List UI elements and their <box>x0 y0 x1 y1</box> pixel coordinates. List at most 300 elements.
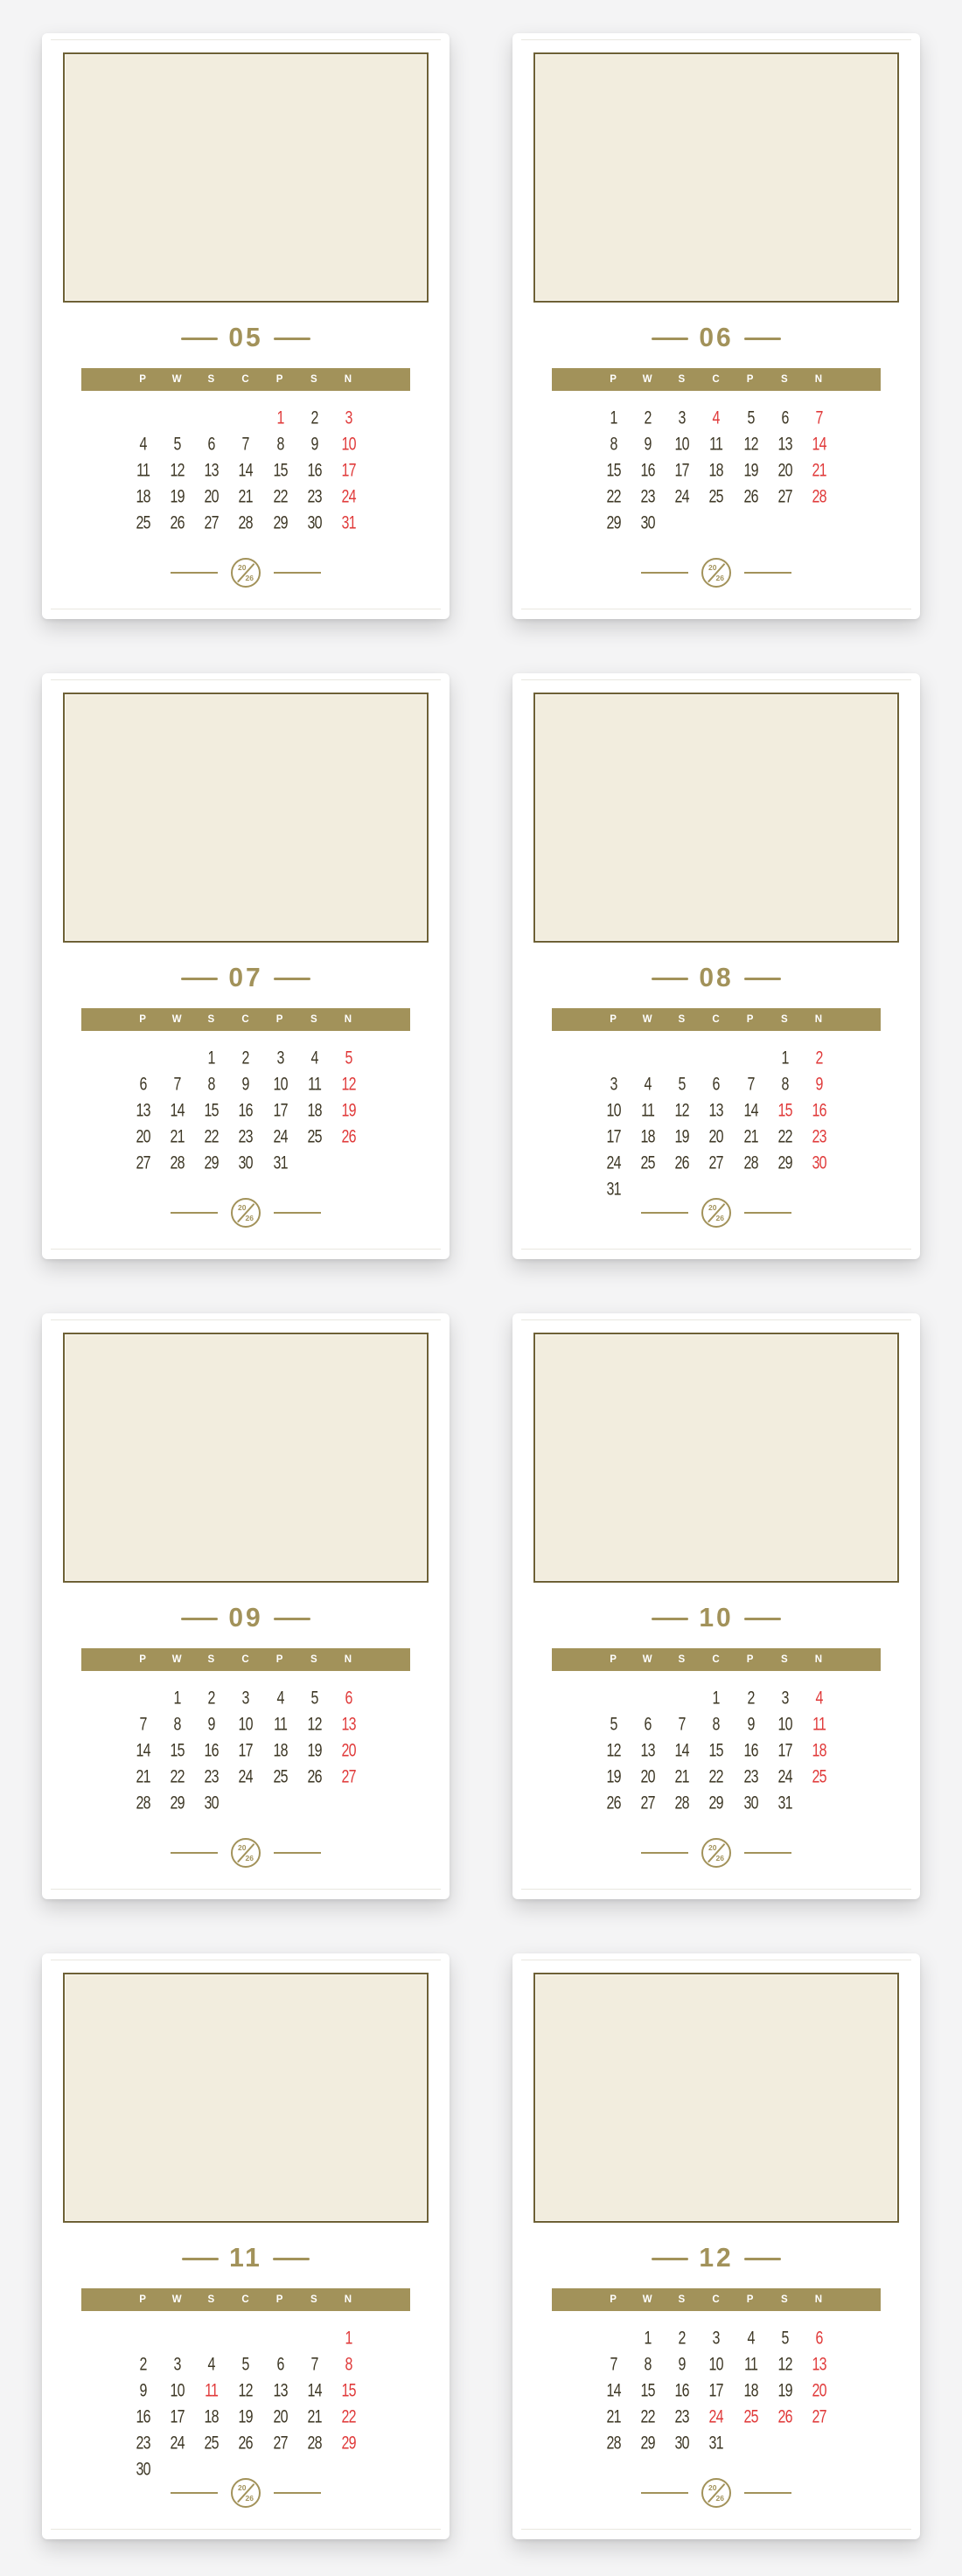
footer-line-left-icon <box>641 2492 688 2494</box>
date-06-13: 13 <box>777 433 792 455</box>
date-10-12: 12 <box>606 1739 621 1761</box>
weekday-label-sat: S <box>780 374 789 385</box>
date-09-17: 17 <box>238 1739 254 1761</box>
date-08-2: 2 <box>815 1047 823 1069</box>
date-11-17: 17 <box>170 2405 185 2427</box>
date-12-13: 13 <box>812 2353 826 2375</box>
date-10-6: 6 <box>644 1713 652 1735</box>
bottom-rule <box>51 1889 441 1890</box>
title-dash-right-icon <box>744 978 781 980</box>
date-10-16: 16 <box>743 1739 758 1761</box>
date-11-8: 8 <box>345 2353 352 2375</box>
date-06-19: 19 <box>743 459 758 481</box>
title-dash-right-icon <box>274 1618 310 1620</box>
empty-cell <box>129 1044 157 1072</box>
date-09-26: 26 <box>307 1765 322 1787</box>
date-11-26: 26 <box>238 2432 254 2454</box>
date-05-30: 30 <box>307 512 322 533</box>
date-08-12: 12 <box>674 1099 689 1121</box>
month-title <box>512 1604 920 1633</box>
date-12-20: 20 <box>812 2379 826 2401</box>
weekday-label-sun: N <box>814 1014 824 1025</box>
date-05-12: 12 <box>170 459 185 481</box>
date-12-5: 5 <box>781 2327 789 2349</box>
date-07-21: 21 <box>170 1125 185 1147</box>
date-07-14: 14 <box>170 1099 185 1121</box>
photo-placeholder <box>63 1333 429 1583</box>
date-08-8: 8 <box>781 1073 789 1095</box>
title-dash-right-icon <box>744 2258 781 2260</box>
date-10-8: 8 <box>712 1713 721 1735</box>
date-08-23: 23 <box>812 1125 826 1147</box>
weekday-label-tue: W <box>171 374 183 385</box>
date-08-17: 17 <box>606 1125 621 1147</box>
bottom-rule <box>51 1249 441 1250</box>
empty-cell <box>164 2324 191 2352</box>
date-12-1: 1 <box>644 2327 652 2349</box>
footer <box>512 1198 920 1228</box>
weekday-label-tue: W <box>642 1014 653 1025</box>
photo-placeholder <box>63 1973 429 2223</box>
date-10-20: 20 <box>640 1765 655 1787</box>
weekday-label-thu: C <box>712 2294 721 2305</box>
date-07-31: 31 <box>273 1152 288 1173</box>
date-12-21: 21 <box>606 2405 621 2427</box>
date-09-6: 6 <box>345 1687 352 1709</box>
date-06-20: 20 <box>777 459 792 481</box>
bottom-rule <box>521 2529 911 2530</box>
date-08-9: 9 <box>815 1073 823 1095</box>
title-dash-left-icon <box>652 338 688 340</box>
weekday-header-bar <box>552 368 881 391</box>
date-07-27: 27 <box>136 1152 150 1173</box>
badge-bottom-number: 26 <box>245 2494 254 2503</box>
date-12-11: 11 <box>743 2353 757 2375</box>
month-number: 08 <box>699 963 734 993</box>
date-11-1: 1 <box>345 2327 352 2349</box>
date-09-13: 13 <box>341 1713 356 1735</box>
calendar-page-07 <box>42 673 450 1259</box>
date-11-7: 7 <box>310 2353 318 2375</box>
title-dash-left-icon <box>652 978 688 980</box>
date-07-20: 20 <box>136 1125 150 1147</box>
date-07-7: 7 <box>173 1073 181 1095</box>
date-10-1: 1 <box>712 1687 721 1709</box>
date-11-14: 14 <box>307 2379 322 2401</box>
weekday-label-mon: P <box>139 1654 147 1665</box>
date-07-2: 2 <box>241 1047 250 1069</box>
weekday-label-thu: C <box>712 1654 721 1665</box>
month-number: 05 <box>228 323 263 353</box>
weekday-label-fri: P <box>275 2294 284 2305</box>
date-09-9: 9 <box>207 1713 215 1735</box>
dates-grid <box>596 2325 836 2456</box>
date-07-25: 25 <box>307 1125 322 1147</box>
month-number: 11 <box>229 2243 262 2273</box>
title-dash-right-icon <box>274 978 310 980</box>
date-07-10: 10 <box>273 1073 288 1095</box>
badge-top-number: 20 <box>708 563 717 572</box>
year-badge <box>701 558 731 588</box>
photo-placeholder <box>533 52 899 303</box>
weekday-label-mon: P <box>610 374 617 385</box>
date-09-16: 16 <box>204 1739 219 1761</box>
weekday-label-fri: P <box>275 374 284 385</box>
date-05-24: 24 <box>341 485 356 507</box>
weekday-label-fri: P <box>275 1654 284 1665</box>
empty-cell <box>232 2324 259 2352</box>
date-05-25: 25 <box>136 512 150 533</box>
weekday-label-tue: W <box>171 1014 183 1025</box>
date-11-28: 28 <box>307 2432 322 2454</box>
month-number: 07 <box>228 963 263 993</box>
month-title <box>42 324 450 353</box>
date-12-31: 31 <box>708 2432 724 2454</box>
date-07-16: 16 <box>238 1099 254 1121</box>
weekday-label-sun: N <box>344 2294 353 2305</box>
date-05-9: 9 <box>310 433 318 455</box>
date-12-26: 26 <box>777 2405 792 2427</box>
footer <box>512 558 920 588</box>
badge-bottom-number: 26 <box>715 1854 724 1862</box>
date-09-18: 18 <box>273 1739 288 1761</box>
footer-line-left-icon <box>641 1212 688 1214</box>
weekday-label-sun: N <box>344 1654 353 1665</box>
empty-cell <box>668 1684 695 1712</box>
weekday-label-fri: P <box>746 1654 755 1665</box>
year-badge <box>231 1838 261 1868</box>
date-06-22: 22 <box>606 485 621 507</box>
date-06-8: 8 <box>610 433 617 455</box>
date-12-3: 3 <box>712 2327 721 2349</box>
date-05-11: 11 <box>136 459 150 481</box>
badge-bottom-number: 26 <box>715 574 724 582</box>
date-09-23: 23 <box>204 1765 219 1787</box>
date-06-6: 6 <box>781 407 789 428</box>
date-07-17: 17 <box>273 1099 288 1121</box>
date-11-29: 29 <box>341 2432 356 2454</box>
date-05-16: 16 <box>307 459 322 481</box>
date-10-11: 11 <box>812 1713 826 1735</box>
date-11-19: 19 <box>238 2405 254 2427</box>
date-05-17: 17 <box>341 459 356 481</box>
badge-top-number: 20 <box>708 1203 717 1212</box>
date-07-24: 24 <box>273 1125 288 1147</box>
date-09-2: 2 <box>207 1687 215 1709</box>
badge-top-number: 20 <box>238 1843 247 1852</box>
date-12-2: 2 <box>678 2327 686 2349</box>
date-11-10: 10 <box>170 2379 185 2401</box>
date-06-27: 27 <box>777 485 792 507</box>
date-09-3: 3 <box>241 1687 250 1709</box>
date-08-16: 16 <box>812 1099 826 1121</box>
month-title <box>512 2244 920 2273</box>
date-05-21: 21 <box>238 485 254 507</box>
date-10-9: 9 <box>747 1713 755 1735</box>
date-06-5: 5 <box>747 407 755 428</box>
badge-bottom-number: 26 <box>245 1214 254 1222</box>
top-rule <box>51 1319 441 1320</box>
empty-cell <box>600 2324 627 2352</box>
footer-line-right-icon <box>274 1852 321 1854</box>
date-06-12: 12 <box>743 433 758 455</box>
footer-line-left-icon <box>641 572 688 574</box>
date-08-31: 31 <box>606 1178 621 1200</box>
date-10-10: 10 <box>777 1713 792 1735</box>
footer-line-right-icon <box>744 1852 791 1854</box>
empty-cell <box>198 2324 225 2352</box>
year-badge <box>701 1838 731 1868</box>
year-badge <box>701 1198 731 1228</box>
empty-cell <box>266 2324 293 2352</box>
date-09-8: 8 <box>173 1713 181 1735</box>
date-05-27: 27 <box>204 512 219 533</box>
weekday-label-thu: C <box>241 374 250 385</box>
date-10-23: 23 <box>743 1765 758 1787</box>
weekday-label-wed: S <box>678 1654 687 1665</box>
date-09-7: 7 <box>139 1713 147 1735</box>
badge-top-number: 20 <box>238 1203 247 1212</box>
title-dash-right-icon <box>744 338 781 340</box>
weekday-label-mon: P <box>610 1654 617 1665</box>
date-10-3: 3 <box>781 1687 789 1709</box>
date-07-18: 18 <box>307 1099 322 1121</box>
month-number: 12 <box>699 2243 734 2273</box>
weekday-header <box>596 1014 836 1025</box>
badge-bottom-number: 26 <box>715 1214 724 1222</box>
empty-cell <box>600 1044 627 1072</box>
date-10-17: 17 <box>777 1739 792 1761</box>
date-11-15: 15 <box>341 2379 356 2401</box>
photo-placeholder <box>63 693 429 943</box>
date-11-9: 9 <box>139 2379 147 2401</box>
weekday-label-sat: S <box>780 1014 789 1025</box>
weekday-label-sun: N <box>814 2294 824 2305</box>
weekday-header-bar <box>552 2288 881 2311</box>
photo-placeholder <box>533 1973 899 2223</box>
date-05-19: 19 <box>170 485 185 507</box>
title-dash-left-icon <box>652 2258 688 2260</box>
footer-line-right-icon <box>274 572 321 574</box>
date-08-4: 4 <box>644 1073 652 1095</box>
weekday-label-wed: S <box>678 2294 687 2305</box>
date-08-14: 14 <box>743 1099 758 1121</box>
footer-line-right-icon <box>744 2492 791 2494</box>
weekday-label-tue: W <box>642 374 653 385</box>
date-09-19: 19 <box>307 1739 322 1761</box>
date-08-19: 19 <box>674 1125 689 1147</box>
calendar-page-10 <box>512 1313 920 1899</box>
weekday-header <box>126 2294 366 2305</box>
date-12-14: 14 <box>606 2379 621 2401</box>
weekday-header-bar <box>81 368 410 391</box>
date-05-4: 4 <box>139 433 147 455</box>
top-rule <box>521 39 911 40</box>
photo-placeholder <box>63 52 429 303</box>
date-05-23: 23 <box>307 485 322 507</box>
date-10-26: 26 <box>606 1792 621 1814</box>
date-12-8: 8 <box>644 2353 652 2375</box>
date-11-5: 5 <box>241 2353 250 2375</box>
date-09-1: 1 <box>173 1687 181 1709</box>
weekday-label-mon: P <box>139 374 147 385</box>
date-08-29: 29 <box>777 1152 792 1173</box>
weekday-label-tue: W <box>171 1654 183 1665</box>
empty-cell <box>129 2324 157 2352</box>
weekday-label-thu: C <box>241 2294 250 2305</box>
weekday-header <box>126 1014 366 1025</box>
date-11-6: 6 <box>276 2353 284 2375</box>
footer-line-right-icon <box>274 1212 321 1214</box>
month-title <box>512 324 920 353</box>
date-10-28: 28 <box>674 1792 689 1814</box>
date-10-15: 15 <box>708 1739 724 1761</box>
date-06-14: 14 <box>812 433 826 455</box>
calendar-page-11 <box>42 1953 450 2539</box>
date-06-17: 17 <box>674 459 689 481</box>
date-11-4: 4 <box>207 2353 215 2375</box>
weekday-label-thu: C <box>712 1014 721 1025</box>
date-06-2: 2 <box>644 407 652 428</box>
dates-grid <box>126 405 366 536</box>
date-06-29: 29 <box>606 512 621 533</box>
weekday-label-mon: P <box>610 1014 617 1025</box>
bottom-rule <box>51 2529 441 2530</box>
footer-line-right-icon <box>744 572 791 574</box>
date-12-27: 27 <box>812 2405 826 2427</box>
calendar-page-06 <box>512 33 920 619</box>
date-10-7: 7 <box>678 1713 686 1735</box>
footer-line-left-icon <box>641 1852 688 1854</box>
weekday-label-sun: N <box>814 1654 824 1665</box>
date-12-19: 19 <box>777 2379 792 2401</box>
date-05-29: 29 <box>273 512 288 533</box>
date-08-30: 30 <box>812 1152 826 1173</box>
empty-cell <box>129 1684 157 1712</box>
date-10-31: 31 <box>777 1792 792 1814</box>
top-rule <box>51 679 441 680</box>
footer-line-left-icon <box>171 1852 218 1854</box>
empty-cell <box>129 404 157 432</box>
date-07-6: 6 <box>139 1073 147 1095</box>
weekday-label-wed: S <box>678 1014 687 1025</box>
date-06-1: 1 <box>610 407 617 428</box>
badge-bottom-number: 26 <box>245 574 254 582</box>
weekday-label-sat: S <box>310 374 318 385</box>
date-09-12: 12 <box>307 1713 322 1735</box>
date-06-3: 3 <box>678 407 686 428</box>
weekday-header <box>596 1654 836 1665</box>
weekday-label-fri: P <box>275 1014 284 1025</box>
date-12-18: 18 <box>743 2379 758 2401</box>
weekday-label-fri: P <box>746 2294 755 2305</box>
date-07-29: 29 <box>204 1152 219 1173</box>
date-05-26: 26 <box>170 512 185 533</box>
footer <box>512 2478 920 2508</box>
badge-bottom-number: 26 <box>245 1854 254 1862</box>
date-10-29: 29 <box>708 1792 724 1814</box>
date-07-12: 12 <box>341 1073 356 1095</box>
weekday-label-thu: C <box>241 1654 250 1665</box>
date-05-28: 28 <box>238 512 254 533</box>
date-08-11: 11 <box>641 1099 655 1121</box>
bottom-rule <box>521 1249 911 1250</box>
date-12-22: 22 <box>640 2405 655 2427</box>
date-11-2: 2 <box>139 2353 147 2375</box>
weekday-label-sat: S <box>310 1654 318 1665</box>
title-dash-left-icon <box>181 1618 218 1620</box>
date-05-13: 13 <box>204 459 219 481</box>
empty-cell <box>198 404 225 432</box>
date-07-4: 4 <box>310 1047 318 1069</box>
date-05-6: 6 <box>207 433 215 455</box>
weekday-label-sat: S <box>310 2294 318 2305</box>
date-09-30: 30 <box>204 1792 219 1814</box>
bottom-rule <box>521 1889 911 1890</box>
footer-line-left-icon <box>171 1212 218 1214</box>
date-09-21: 21 <box>136 1765 150 1787</box>
weekday-label-sun: N <box>814 374 824 385</box>
date-09-10: 10 <box>238 1713 254 1735</box>
date-11-11: 11 <box>205 2379 219 2401</box>
footer <box>512 1838 920 1868</box>
month-title <box>512 964 920 993</box>
dates-grid <box>126 1045 366 1176</box>
date-06-24: 24 <box>674 485 689 507</box>
footer-line-right-icon <box>744 1212 791 1214</box>
footer-line-left-icon <box>171 2492 218 2494</box>
year-badge <box>231 558 261 588</box>
weekday-header-bar <box>552 1008 881 1031</box>
empty-cell <box>232 404 259 432</box>
month-title <box>42 1604 450 1633</box>
title-dash-left-icon <box>652 1618 688 1620</box>
footer-line-left-icon <box>171 572 218 574</box>
weekday-label-sun: N <box>344 374 353 385</box>
date-06-15: 15 <box>606 459 621 481</box>
date-10-24: 24 <box>777 1765 792 1787</box>
date-10-13: 13 <box>640 1739 655 1761</box>
weekday-header <box>126 1654 366 1665</box>
weekday-header <box>596 2294 836 2305</box>
badge-bottom-number: 26 <box>715 2494 724 2503</box>
date-07-13: 13 <box>136 1099 150 1121</box>
badge-top-number: 20 <box>238 563 247 572</box>
date-12-9: 9 <box>678 2353 686 2375</box>
date-07-30: 30 <box>238 1152 254 1173</box>
date-05-5: 5 <box>173 433 181 455</box>
date-09-27: 27 <box>341 1765 356 1787</box>
date-09-14: 14 <box>136 1739 150 1761</box>
top-rule <box>521 679 911 680</box>
date-12-23: 23 <box>674 2405 689 2427</box>
weekday-header <box>596 374 836 385</box>
date-08-13: 13 <box>708 1099 724 1121</box>
footer <box>42 558 450 588</box>
date-12-7: 7 <box>610 2353 617 2375</box>
empty-cell <box>634 1684 661 1712</box>
date-07-9: 9 <box>241 1073 250 1095</box>
weekday-header-bar <box>81 2288 410 2311</box>
empty-cell <box>634 1044 661 1072</box>
date-05-20: 20 <box>204 485 219 507</box>
month-number: 10 <box>699 1603 734 1633</box>
empty-cell <box>736 1044 763 1072</box>
date-10-19: 19 <box>606 1765 621 1787</box>
weekday-label-fri: P <box>746 374 755 385</box>
date-09-15: 15 <box>170 1739 185 1761</box>
weekday-label-wed: S <box>207 374 216 385</box>
